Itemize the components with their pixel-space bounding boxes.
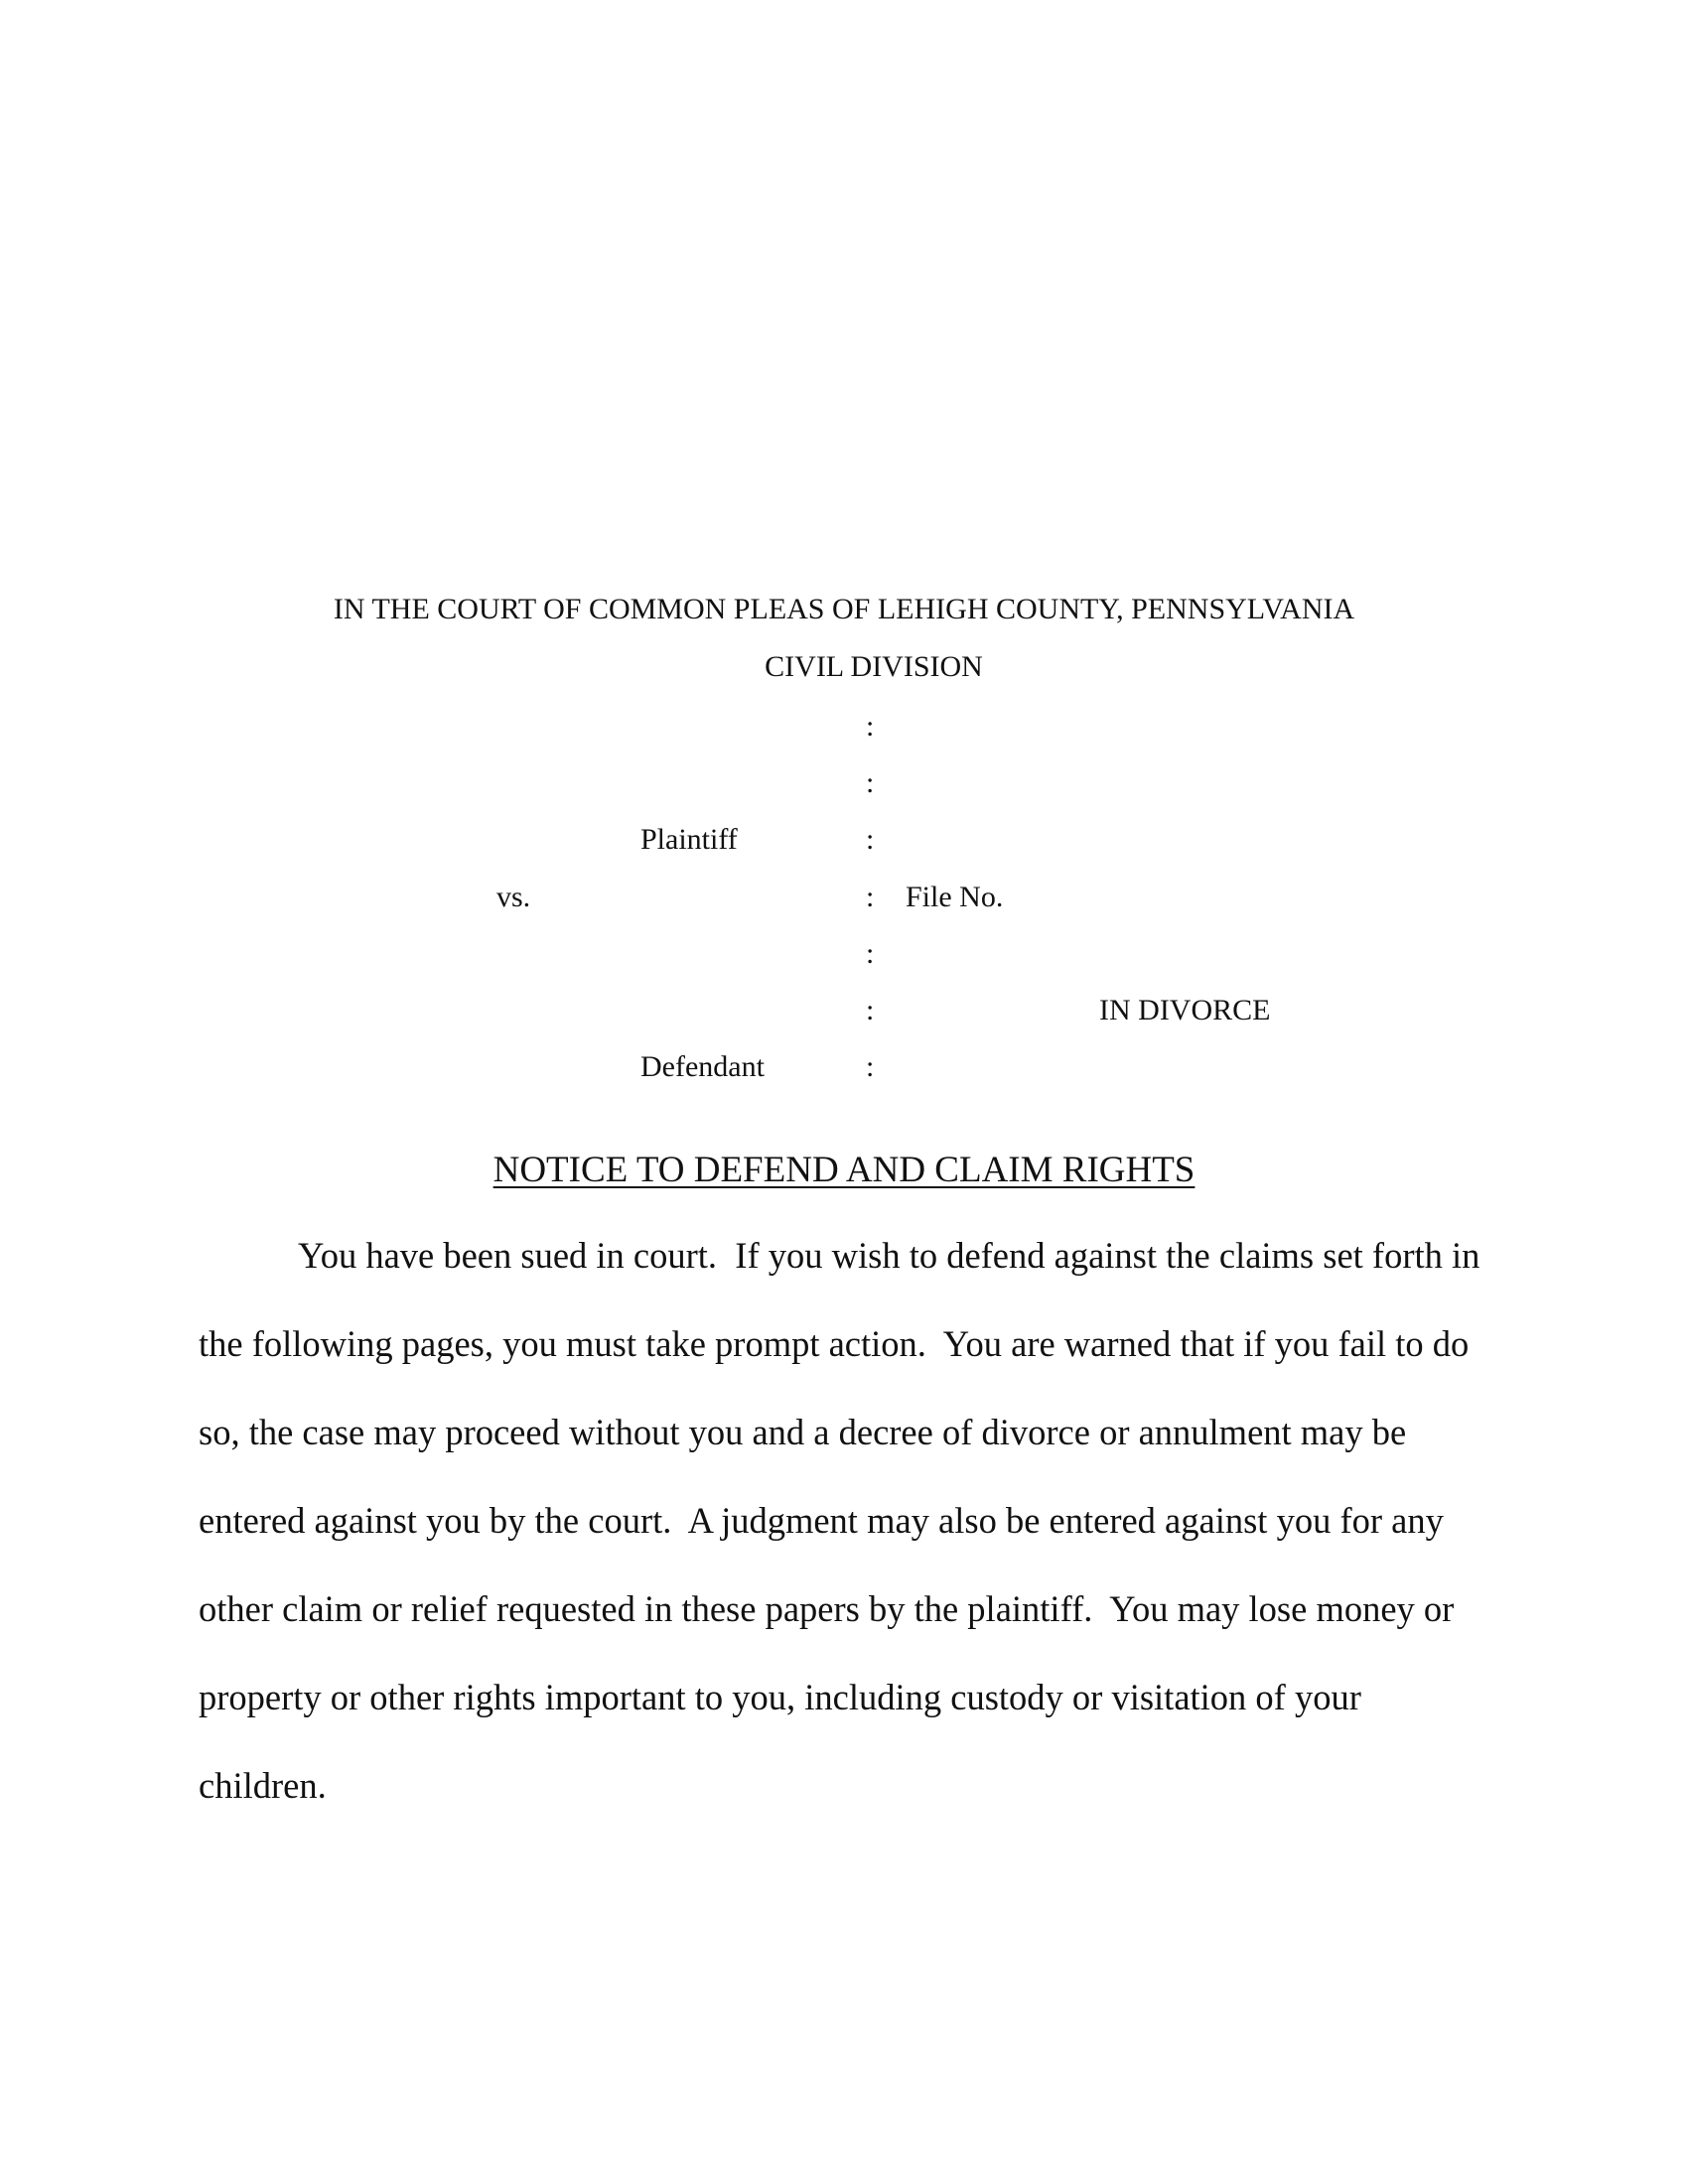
caption-colon: : bbox=[866, 1050, 875, 1083]
caption-colon: : bbox=[866, 994, 875, 1026]
division-heading: CIVIL DIVISION bbox=[765, 650, 983, 683]
caption-colon: : bbox=[866, 766, 875, 799]
caption-colon: : bbox=[866, 823, 875, 856]
defendant-label: Defendant bbox=[640, 1050, 765, 1083]
file-number-label: File No. bbox=[906, 881, 1004, 913]
caption-colon: : bbox=[866, 937, 875, 970]
notice-title bbox=[0, 1150, 1688, 1191]
plaintiff-label: Plaintiff bbox=[640, 823, 738, 856]
caption-colon: : bbox=[866, 881, 875, 913]
caption-colon: : bbox=[866, 710, 875, 743]
case-type-label: IN DIVORCE bbox=[1099, 994, 1271, 1026]
notice-body: You have been sued in court. If you wish to defend against the claims set forth in the following pages, you must take prompt action. You are warned that if you fail to do so, the case may proceed without you and a decree of divorce or annulment may be entered against you by the court. A judgment may also be entered against you for any other claim or relief requested in these papers by the plaintiff. You may lose money or property or other rights important to you, including custody or visitation of your children. bbox=[199, 1235, 1489, 1806]
versus-label: vs. bbox=[496, 881, 531, 913]
court-heading: IN THE COURT OF COMMON PLEAS OF LEHIGH COUNTY, PENNSYLVANIA bbox=[333, 593, 1355, 625]
notice-title-text: NOTICE TO DEFEND AND CLAIM RIGHTS bbox=[492, 1150, 1196, 1190]
